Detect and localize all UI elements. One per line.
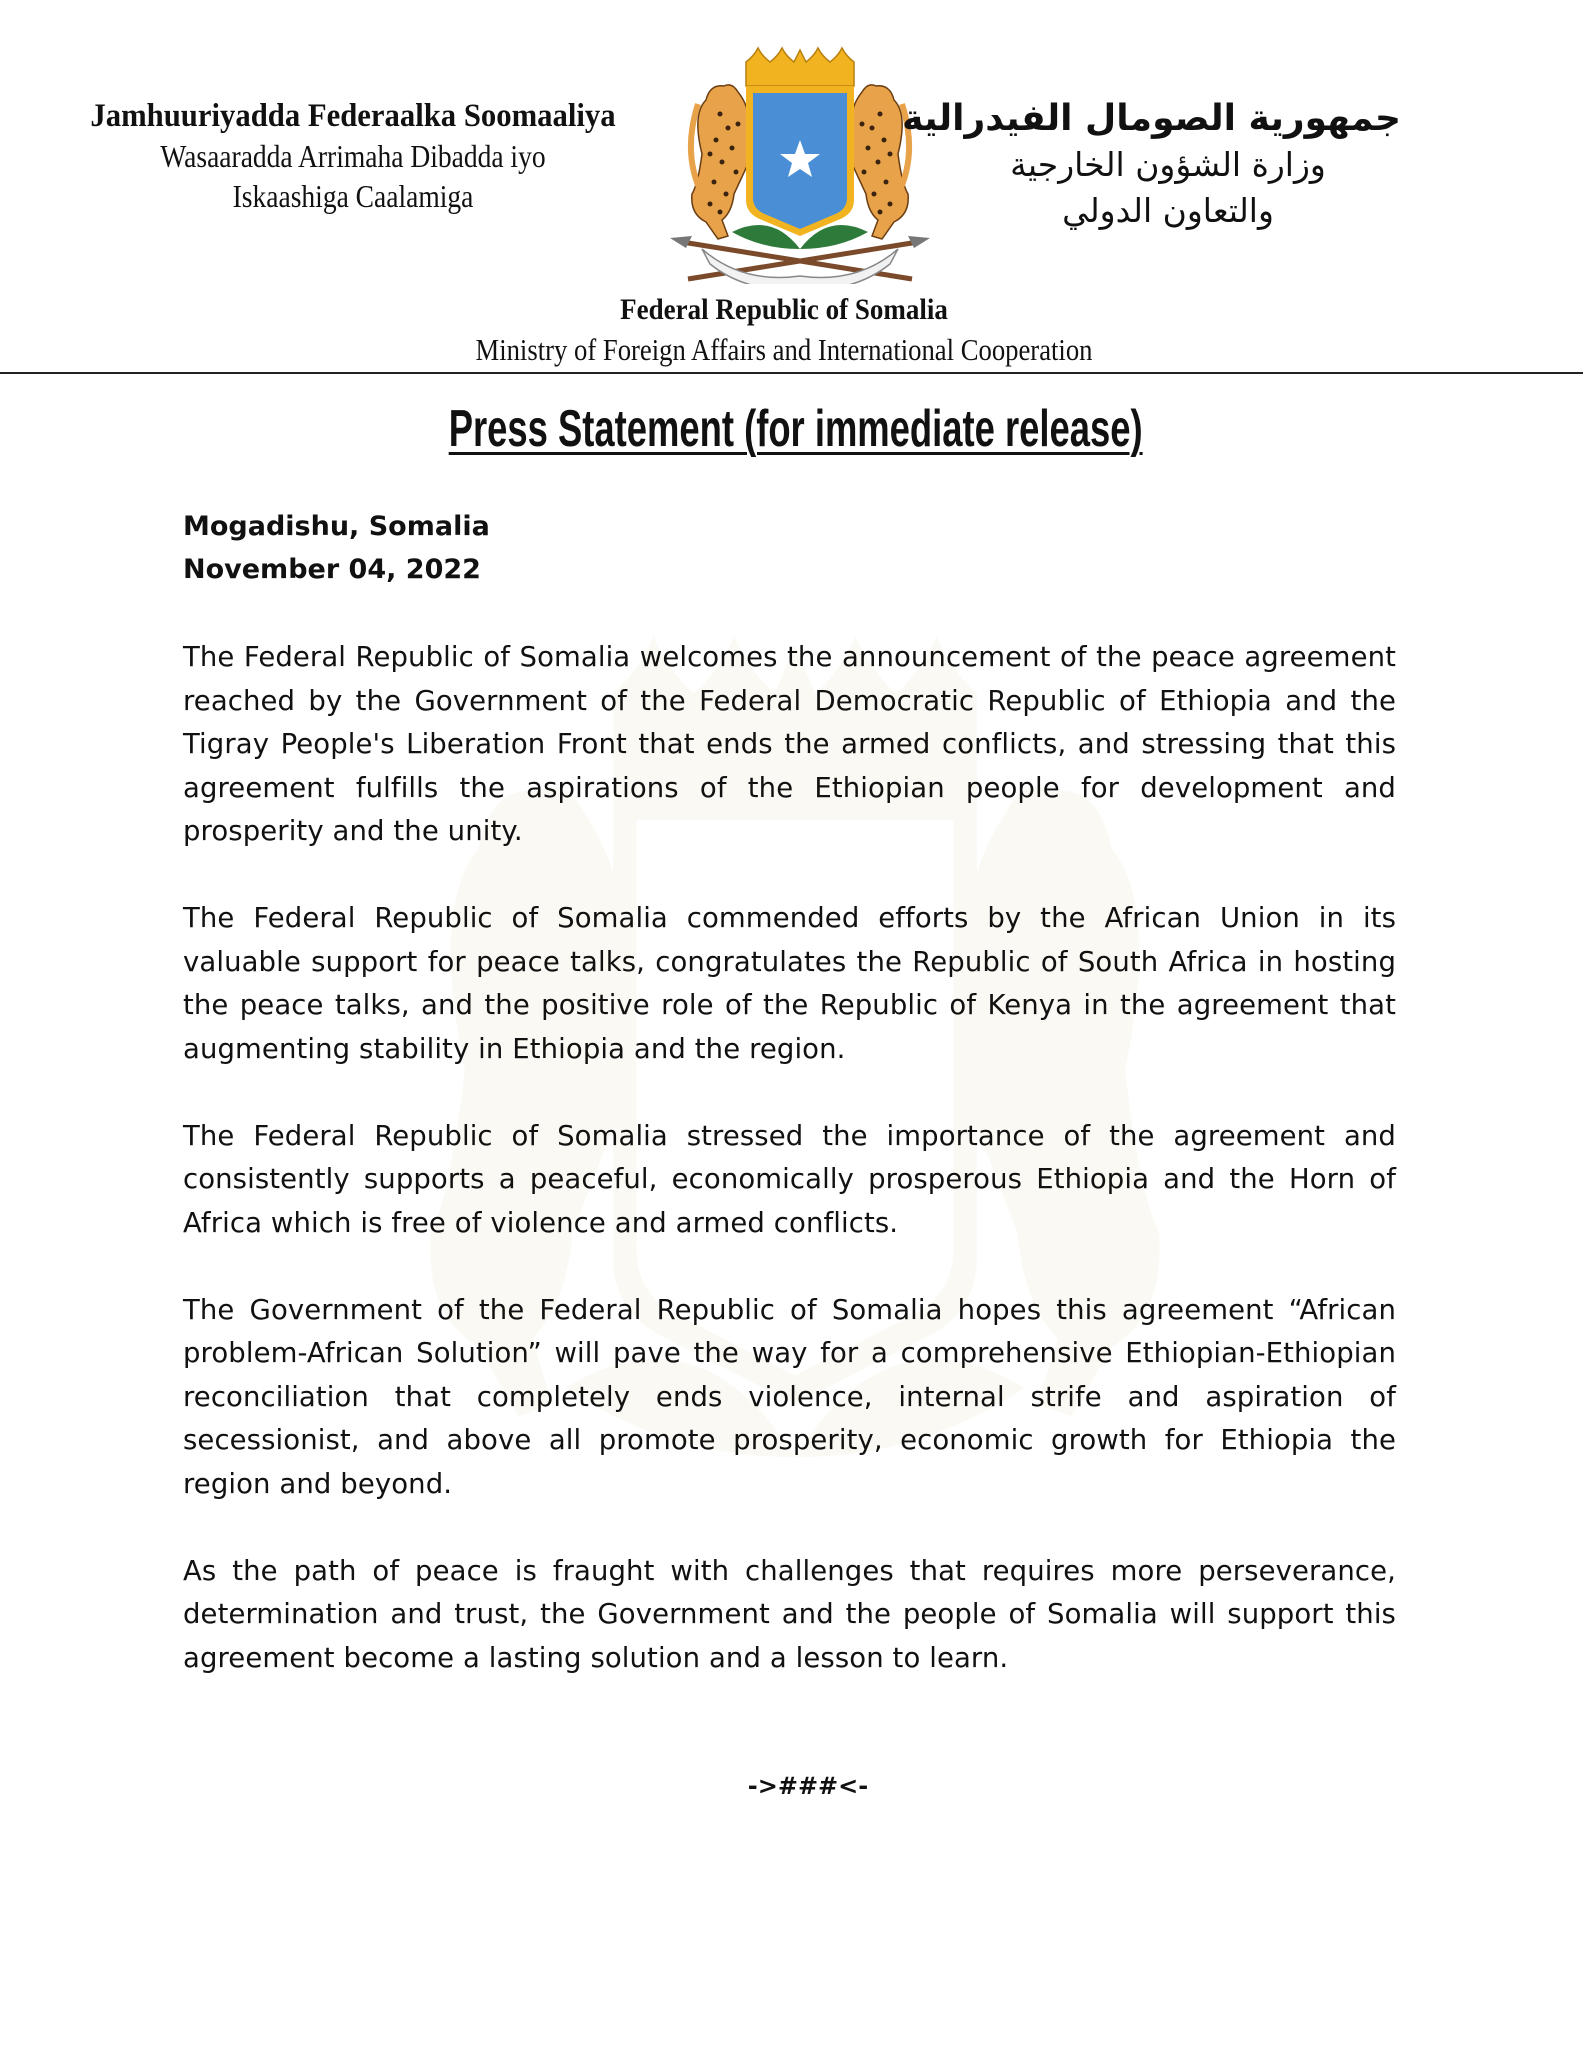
spearhead-right: [908, 236, 930, 248]
header-arabic-line1: جمهورية الصومال الفيدرالية: [902, 98, 1401, 139]
dateline: [183, 505, 490, 591]
coat-of-arms-icon: [662, 44, 938, 284]
header-arabic-line2: وزارة الشؤون الخارجية: [1010, 145, 1326, 184]
title-container: [300, 400, 1292, 458]
paragraph-3: The Federal Republic of Somalia stressed the importance of the agreement and consistently supports a peaceful, economically prosperous Ethiopia and the Horn of Africa which is free of violence and armed conflicts.: [183, 1119, 1396, 1239]
header-english-line1: Federal Republic of Somalia: [620, 293, 948, 326]
coat-of-arms-emblem: [662, 44, 938, 284]
header-somali-line2: Wasaaradda Arrimaha Dibadda iyo: [160, 138, 546, 174]
leopard-right: [850, 85, 909, 239]
header-somali-line3: Iskaashiga Caalamiga: [232, 178, 474, 214]
page-title: Press Statement (for immediate release): [449, 400, 1143, 458]
header-english: [300, 290, 1268, 370]
leopard-left: [691, 85, 750, 239]
closing-mark: ->###<-: [747, 1772, 869, 1800]
header-english-line2: Ministry of Foreign Affairs and International Cooperation: [475, 332, 1093, 367]
header-somali-line1: Jamhuuriyadda Federaalka Soomaaliya: [90, 98, 616, 134]
dateline-date: November 04, 2022: [183, 554, 481, 585]
statement-body: [183, 636, 1396, 1724]
dateline-location: Mogadishu, Somalia: [183, 511, 490, 542]
paragraph-5: As the path of peace is fraught with challenges that requires more perseverance, determination and trust, the Government and the people of Somalia will support this agreement become a lasting solution and a lesson to learn.: [183, 1554, 1396, 1674]
header-arabic: [902, 96, 1401, 234]
spearhead-left: [670, 236, 692, 248]
paragraph-1: The Federal Republic of Somalia welcomes the announcement of the peace agreement reached by the Government of the Federal Democratic Republic of Ethiopia and the Tigray People's Liberation Front that ends the armed conflicts, and stressing that this agreement fulfills the aspirations of the Ethiopian people for development and prosperity and the unity.: [183, 641, 1396, 847]
crown: [746, 48, 854, 86]
header-somali: [40, 96, 666, 216]
header-arabic-line3: والتعاون الدولي: [1062, 191, 1274, 230]
paragraph-4: The Government of the Federal Republic of Somalia hopes this agreement “African problem-African Solution” will pave the way for a comprehensive Ethiopian-Ethiopian reconciliation that completely ends violence, internal strife and aspiration of secessionist, and above all promote prosperity, economic growth for Ethiopia the region and beyond.: [183, 1293, 1396, 1500]
header-divider: [0, 372, 1583, 374]
ribbon: [702, 249, 898, 284]
paragraph-2: The Federal Republic of Somalia commended efforts by the African Union in its valuable support for peace talks, congratulates the Republic of South Africa in hosting the peace talks, and the positive role of the Republic of Kenya in the agreement that augmenting stability in Ethiopia and the region.: [183, 902, 1396, 1065]
